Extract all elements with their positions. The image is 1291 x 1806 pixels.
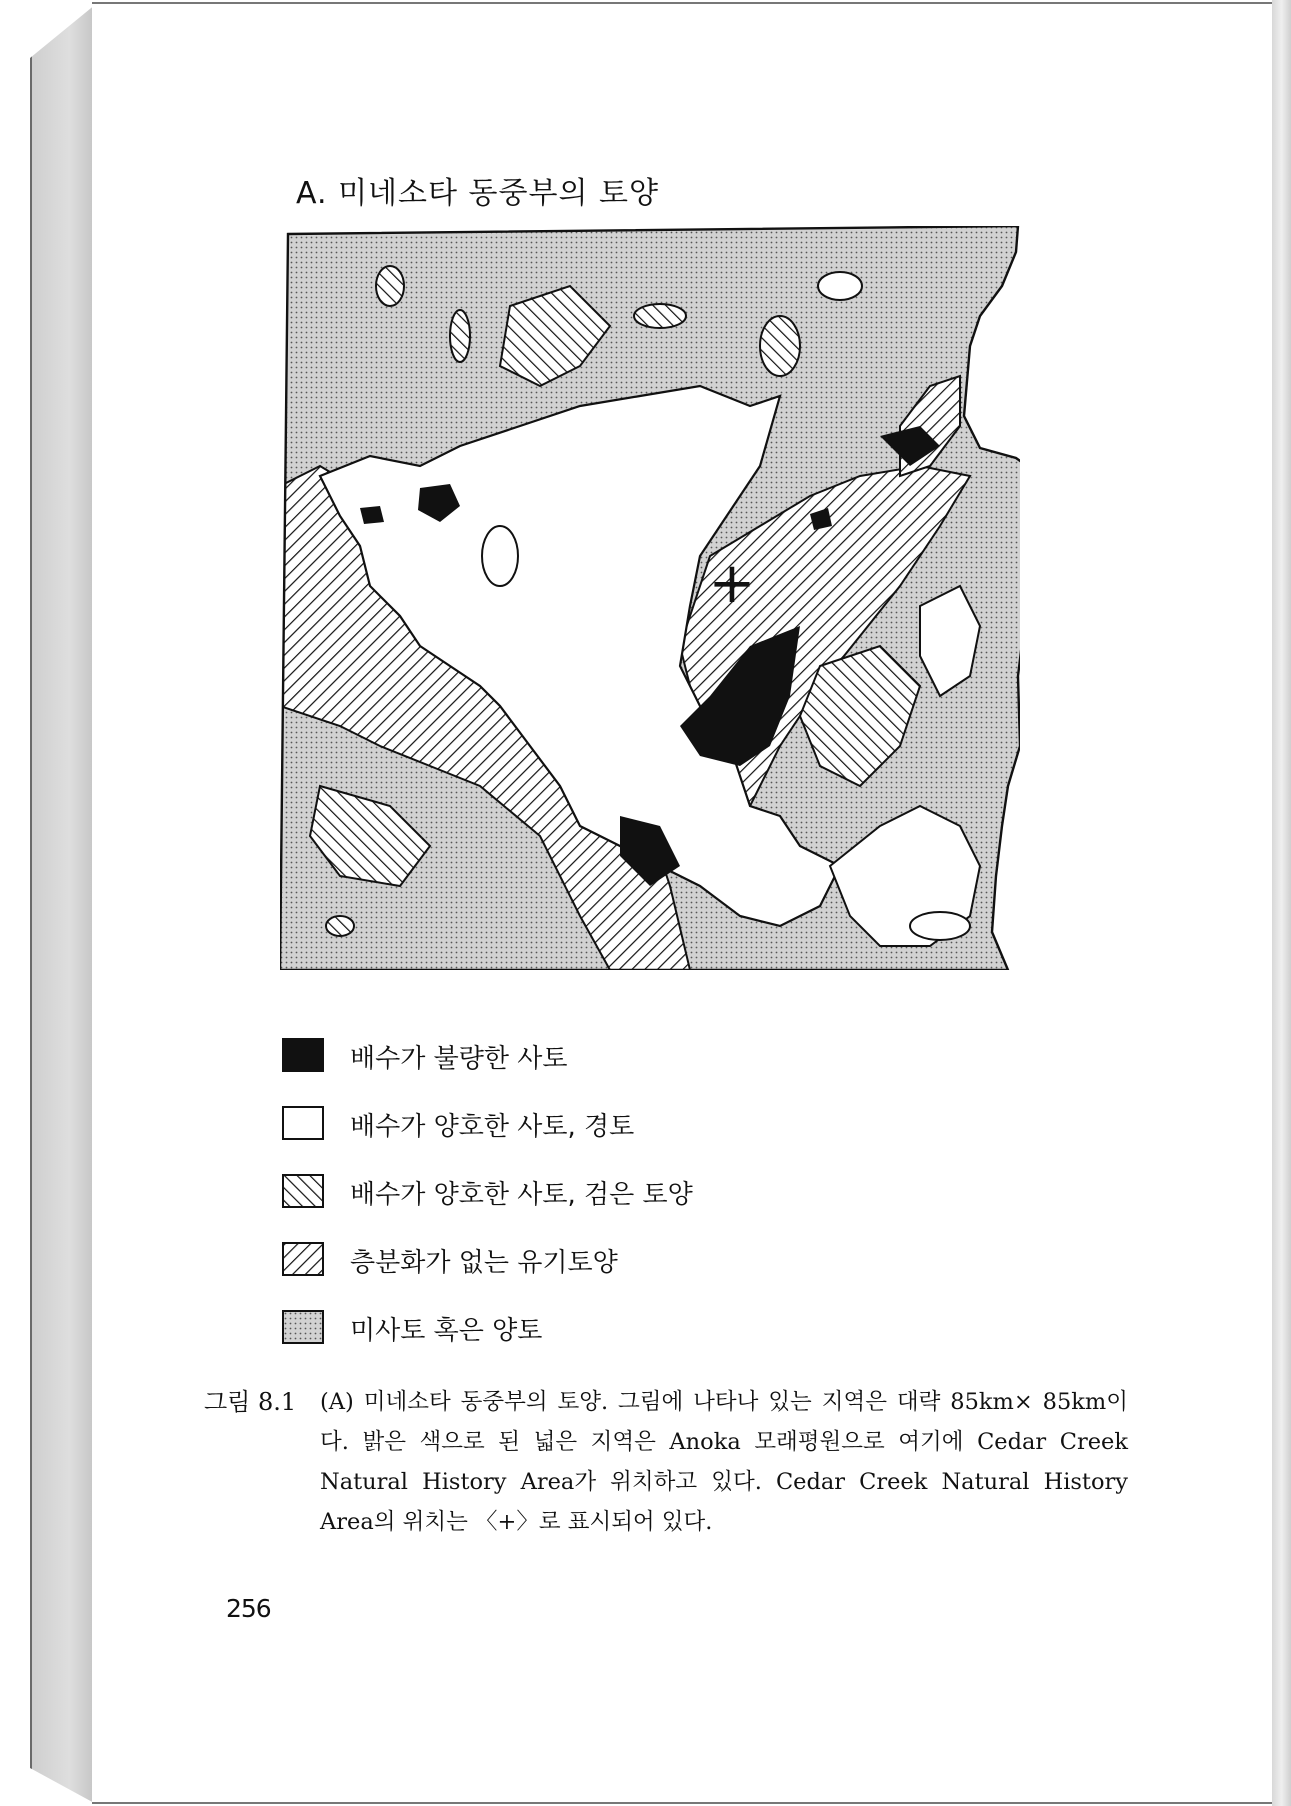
book-spine [30,4,96,1804]
legend-label: 배수가 양호한 사토, 검은 토양 [350,1180,693,1210]
sand-island [450,310,470,362]
legend-swatch-hatch-back [282,1242,324,1276]
map-title: A. 미네소타 동중부의 토양 [296,176,659,211]
legend-label: 배수가 불량한 사토 [350,1044,568,1074]
legend-item-silt-loam [282,1308,842,1350]
legend-label: 층분화가 없는 유기토양 [350,1248,618,1278]
legend-swatch-dots [282,1310,324,1344]
sand-island [634,304,686,328]
page-edge [1272,0,1291,1806]
legend-swatch-hatch-forward [282,1174,324,1208]
sand-island [376,266,404,306]
legend-item-organic-soil [282,1240,842,1282]
legend-item-well-drained-sand-dark [282,1172,842,1214]
poorly-drained-sand [360,506,384,524]
legend-label: 미사토 혹은 양토 [350,1316,543,1346]
legend-label: 배수가 양호한 사토, 경토 [350,1112,635,1142]
caption-text: (A) 미네소타 동중부의 토양. 그림에 나타나 있는 지역은 대략 85km× 85km이다. 밝은 색으로 된 넓은 지역은 Anoka 모래평원으로 여기에 Cedar Creek Natural History Area가 위치하고 있다. Cedar Creek Natural History Area의 위치는 〈+〉로 표시되어 있다. [320,1389,1128,1535]
map-body [280,226,1020,970]
legend-swatch-white [282,1106,324,1140]
legend-swatch-solid [282,1038,324,1072]
page-number: 256 [226,1594,271,1623]
figure-number: 그림 8.1 [204,1388,297,1416]
sand-island [818,272,862,300]
sand-island [326,916,354,936]
sand-island [760,316,800,376]
sand-island [482,526,518,586]
cedar-creek-marker: + [708,551,756,616]
sand-island [910,912,970,940]
legend-item-poorly-drained-sand [282,1036,842,1078]
soil-map [280,226,1020,970]
legend-item-well-drained-sand-light [282,1104,842,1146]
